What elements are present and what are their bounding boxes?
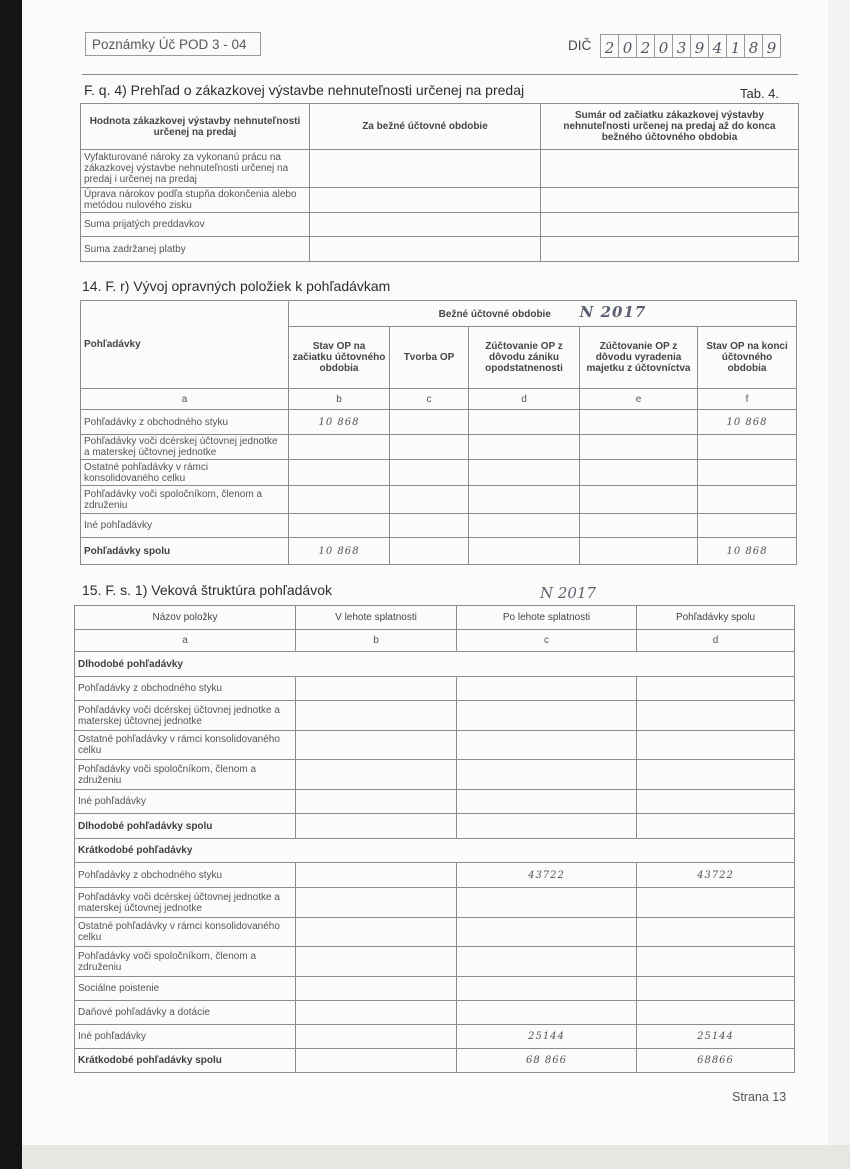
group-header [289,301,797,327]
value-cell[interactable] [296,677,457,701]
value-cell[interactable] [457,731,637,760]
row-label: Iné pohľadávky [75,1025,296,1049]
table-row [75,977,795,1001]
dic-digit[interactable]: 4 [708,34,727,58]
col-letter: c [390,389,469,410]
value-cell[interactable] [469,538,580,565]
col-letter: d [469,389,580,410]
value-cell[interactable] [580,410,698,435]
table-row [75,918,795,947]
row-label: Iné pohľadávky [81,514,289,538]
col-letter: c [457,630,637,652]
value-cell[interactable]: 25144 [637,1025,795,1049]
row-label: Daňové pohľadávky a dotácie [75,1001,296,1025]
value-cell[interactable] [289,460,390,486]
value-cell[interactable]: 10 868 [289,538,390,565]
col-letter: b [296,630,457,652]
dic-digit[interactable]: 2 [600,34,619,58]
row-label: Pohľadávky z obchodného styku [75,677,296,701]
value-cell[interactable] [698,486,797,514]
value-cell[interactable] [698,435,797,460]
col-header: Po lehote splatnosti [457,606,637,630]
row-label: Úprava nárokov podľa stupňa dokončenia alebo metódou nulového zisku [81,188,310,213]
col-letter: e [580,389,698,410]
value-cell[interactable]: 10 868 [289,410,390,435]
value-cell[interactable] [296,731,457,760]
col-header: Zúčtovanie OP z dôvodu zániku opodstatnenosti [469,327,580,389]
table-row [81,435,797,460]
group-header-text: Bežné účtovné obdobie [438,309,551,320]
age-structure-table [74,605,795,1073]
table-row [81,514,797,538]
col-header-main: Pohľadávky [81,301,289,389]
value-cell[interactable] [296,1025,457,1049]
table-row [75,863,795,888]
section-title-construction: F. q. 4) Prehľad o zákazkovej výstavbe nehnuteľnosti určenej na predaj [84,82,525,98]
table-row [75,1001,795,1025]
value-cell[interactable] [541,188,799,213]
page-number: Strana 13 [732,1090,787,1104]
value-cell[interactable] [469,514,580,538]
scan-bottom-edge [22,1145,850,1169]
value-cell[interactable] [457,977,637,1001]
value-cell[interactable] [580,460,698,486]
value-cell[interactable] [296,977,457,1001]
value-cell[interactable]: 68866 [637,1049,795,1073]
value-cell[interactable] [469,435,580,460]
allowances-table [80,300,797,565]
row-label: Pohľadávky z obchodného styku [75,863,296,888]
value-cell[interactable] [469,460,580,486]
value-cell[interactable] [296,918,457,947]
value-cell[interactable] [637,977,795,1001]
value-cell[interactable] [390,410,469,435]
value-cell[interactable] [457,947,637,977]
dic-digit[interactable]: 0 [654,34,673,58]
value-cell[interactable] [637,814,795,839]
value-cell[interactable] [637,677,795,701]
value-cell[interactable] [457,701,637,731]
row-label: Pohľadávky voči dcérskej účtovnej jednotke a materskej účtovnej jednotke [75,888,296,918]
value-cell[interactable] [310,150,541,188]
row-label: Pohľadávky voči spoločníkom, členom a združeniu [75,947,296,977]
value-cell[interactable] [637,701,795,731]
table-row [81,460,797,486]
value-cell[interactable] [296,790,457,814]
construction-table [80,103,799,262]
value-cell[interactable] [637,888,795,918]
row-label: Suma zadržanej platby [81,237,310,262]
value-cell[interactable] [296,888,457,918]
section-label: Krátkodobé pohľadávky [75,839,795,863]
value-cell[interactable] [390,514,469,538]
value-cell[interactable] [296,1001,457,1025]
header-divider [82,74,798,75]
handwritten-period: N 2017 [579,303,647,321]
value-cell[interactable] [469,486,580,514]
value-cell[interactable] [289,514,390,538]
row-label: Ostatné pohľadávky v rámci konsolidovaného celku [75,731,296,760]
col-header: Pohľadávky spolu [637,606,795,630]
table-number-label: Tab. 4. [740,86,780,101]
value-cell[interactable] [457,918,637,947]
table-row [81,486,797,514]
value-cell[interactable] [541,237,799,262]
table-row-total [75,1049,795,1073]
row-label: Sociálne poistenie [75,977,296,1001]
dic-digit-boxes [600,34,780,58]
table-row-section [75,652,795,677]
table-row-total [75,814,795,839]
dic-digit[interactable]: 0 [618,34,637,58]
row-label: Pohľadávky spolu [81,538,289,565]
value-cell[interactable] [637,731,795,760]
value-cell[interactable] [469,410,580,435]
value-cell[interactable] [637,918,795,947]
table-row [75,888,795,918]
row-label: Pohľadávky voči dcérskej účtovnej jednotke a materskej účtovnej jednotke [81,435,289,460]
value-cell[interactable] [457,814,637,839]
dic-digit[interactable]: 8 [744,34,763,58]
col-header: Sumár od začiatku zákazkovej výstavby nehnuteľnosti určenej na predaj až do konca bežného účtovného obdobia [541,104,799,150]
value-cell[interactable] [457,790,637,814]
value-cell[interactable] [296,760,457,790]
dic-digit[interactable]: 1 [726,34,745,58]
value-cell[interactable]: 43722 [637,863,795,888]
value-cell[interactable]: 10 868 [698,410,797,435]
table-row [75,677,795,701]
value-cell[interactable] [637,1001,795,1025]
form-code-box: Poznámky Úč POD 3 - 04 [85,32,261,56]
table-row [75,701,795,731]
value-cell[interactable] [310,188,541,213]
row-label: Suma prijatých preddavkov [81,213,310,237]
dic-digit[interactable]: 9 [690,34,709,58]
table-row [75,731,795,760]
col-header: V lehote splatnosti [296,606,457,630]
table-row [75,947,795,977]
value-cell[interactable] [457,760,637,790]
value-cell[interactable] [637,790,795,814]
value-cell[interactable] [390,486,469,514]
value-cell[interactable] [457,888,637,918]
value-cell[interactable]: 43722 [457,863,637,888]
value-cell[interactable] [296,1049,457,1073]
value-cell[interactable] [457,1001,637,1025]
row-label: Pohľadávky voči spoločníkom, členom a združeniu [81,486,289,514]
table-row-total [81,538,797,565]
value-cell[interactable] [310,213,541,237]
row-label: Pohľadávky z obchodného styku [81,410,289,435]
value-cell[interactable] [457,677,637,701]
dic-label: DIČ [568,38,592,53]
value-cell[interactable] [541,150,799,188]
col-header: Tvorba OP [390,327,469,389]
value-cell[interactable] [637,947,795,977]
dic-digit[interactable]: 3 [672,34,691,58]
value-cell[interactable] [310,237,541,262]
col-letter: a [75,630,296,652]
value-cell[interactable]: 10 868 [698,538,797,565]
col-header: Stav OP na začiatku účtovného obdobia [289,327,390,389]
value-cell[interactable] [390,460,469,486]
section-title-allowances: 14. F. r) Vývoj opravných položiek k pohľadávkam [82,278,391,294]
value-cell[interactable] [698,460,797,486]
row-label: Pohľadávky voči dcérskej účtovnej jednotke a materskej účtovnej jednotke [75,701,296,731]
value-cell[interactable]: 68 866 [457,1049,637,1073]
value-cell[interactable] [541,213,799,237]
value-cell[interactable] [580,435,698,460]
value-cell[interactable] [698,514,797,538]
col-header: Zúčtovanie OP z dôvodu vyradenia majetku z účtovníctva [580,327,698,389]
col-letter: a [81,389,289,410]
table-row-section [75,839,795,863]
scan-left-edge [0,0,22,1169]
value-cell[interactable] [637,760,795,790]
value-cell[interactable] [390,435,469,460]
value-cell[interactable] [390,538,469,565]
value-cell[interactable] [296,863,457,888]
table-row [75,790,795,814]
row-label: Krátkodobé pohľadávky spolu [75,1049,296,1073]
table-row [81,410,797,435]
value-cell[interactable] [580,514,698,538]
col-header: Stav OP na konci účtovného obdobia [698,327,797,389]
value-cell[interactable] [296,947,457,977]
col-letter: b [289,389,390,410]
col-letter: d [637,630,795,652]
row-label: Iné pohľadávky [75,790,296,814]
handwritten-period: N 2017 [540,584,597,602]
col-letter: f [698,389,797,410]
dic-digit[interactable]: 9 [762,34,781,58]
dic-digit[interactable]: 2 [636,34,655,58]
value-cell[interactable] [580,538,698,565]
col-header: Hodnota zákazkovej výstavby nehnuteľnosti určenej na predaj [81,104,310,150]
value-cell[interactable] [296,814,457,839]
value-cell[interactable] [289,435,390,460]
table-row [75,760,795,790]
value-cell[interactable] [296,701,457,731]
table-row [75,1025,795,1049]
section-title-age-structure: 15. F. s. 1) Veková štruktúra pohľadávok [82,582,332,598]
row-label: Pohľadávky voči spoločníkom, členom a združeniu [75,760,296,790]
col-header: Názov položky [75,606,296,630]
col-header: Za bežné účtovné obdobie [310,104,541,150]
value-cell[interactable] [580,486,698,514]
section-label: Dlhodobé pohľadávky [75,652,795,677]
row-label: Dlhodobé pohľadávky spolu [75,814,296,839]
value-cell[interactable] [289,486,390,514]
row-label: Ostatné pohľadávky v rámci konsolidovaného celku [75,918,296,947]
row-label: Vyfakturované nároky za vykonanú prácu na zákazkovej výstavbe nehnuteľnosti určenej na predaj i určenej na predaj [81,150,310,188]
row-label: Ostatné pohľadávky v rámci konsolidovaného celku [81,460,289,486]
value-cell[interactable]: 25144 [457,1025,637,1049]
